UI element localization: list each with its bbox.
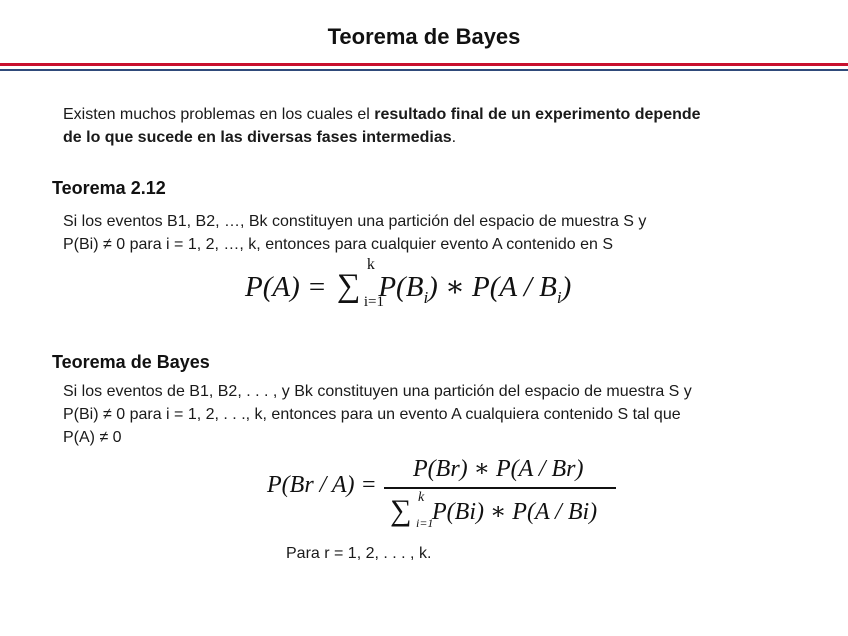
- bayes-formula-numerator: P(Br) ∗ P(A / Br): [413, 456, 584, 482]
- summation-sigma: ∑: [390, 494, 412, 527]
- slide-title: Teorema de Bayes: [327, 24, 521, 49]
- bayes-line-1: Si los eventos de B1, B2, . . . , y Bk constituyen una partición del espacio de muestra S y: [63, 383, 692, 400]
- intro-bold-1: resultado final de un experimento depende: [374, 106, 701, 123]
- bayes-formula-denominator: [390, 490, 620, 534]
- formula-1-subscript-1: i: [423, 288, 429, 307]
- intro-lead: Existen muchos problemas en los cuales el: [63, 106, 375, 123]
- formula-1-subscript-2: i: [556, 288, 562, 307]
- formula-1-term-1: P(B: [378, 271, 424, 303]
- theorem-212-heading: Teorema 2.12: [52, 178, 166, 198]
- formula-1-lhs: P(A) =: [245, 271, 334, 303]
- bayes-formula-lhs: P(Br / A) =: [267, 472, 377, 498]
- bayes-formula: [267, 450, 627, 540]
- theorem-212-statement: [63, 210, 646, 256]
- bayes-line-3: P(A) ≠ 0: [63, 429, 122, 446]
- theorem-212-line-2: P(Bi) ≠ 0 para i = 1, 2, …, k, entonces para cualquier evento A contenido en S: [63, 236, 613, 253]
- summation-upper-limit: k: [418, 490, 425, 505]
- summation-symbol: [336, 256, 384, 310]
- summation-lower-limit: i=1: [363, 294, 384, 310]
- summation-lower-limit: i=1: [416, 516, 434, 530]
- fraction-bar: [384, 487, 616, 489]
- title-divider-blue: [0, 69, 848, 71]
- total-probability-formula: [245, 256, 572, 318]
- formula-1-term-2: ) ∗ P(A / B: [428, 271, 557, 303]
- summation-sigma: ∑: [336, 268, 361, 304]
- bayes-statement: [63, 380, 692, 449]
- title-divider-red: [0, 63, 848, 66]
- denominator-body: P(Bi) ∗ P(A / Bi): [432, 499, 598, 525]
- summation-upper-limit: k: [366, 256, 375, 273]
- bayes-heading: Teorema de Bayes: [52, 352, 210, 372]
- intro-tail: .: [451, 129, 457, 146]
- intro-bold-2: de lo que sucede en las diversas fases intermedias: [63, 129, 452, 146]
- bayes-range-note: Para r = 1, 2, . . . , k.: [286, 545, 432, 562]
- bayes-line-2: P(Bi) ≠ 0 para i = 1, 2, . . ., k, entonces para un evento A cualquiera contenido S tal que: [63, 406, 681, 423]
- intro-paragraph: [63, 103, 833, 149]
- formula-1-term-3: ): [561, 271, 572, 303]
- theorem-212-line-1: Si los eventos B1, B2, …, Bk constituyen una partición del espacio de muestra S y: [63, 213, 647, 230]
